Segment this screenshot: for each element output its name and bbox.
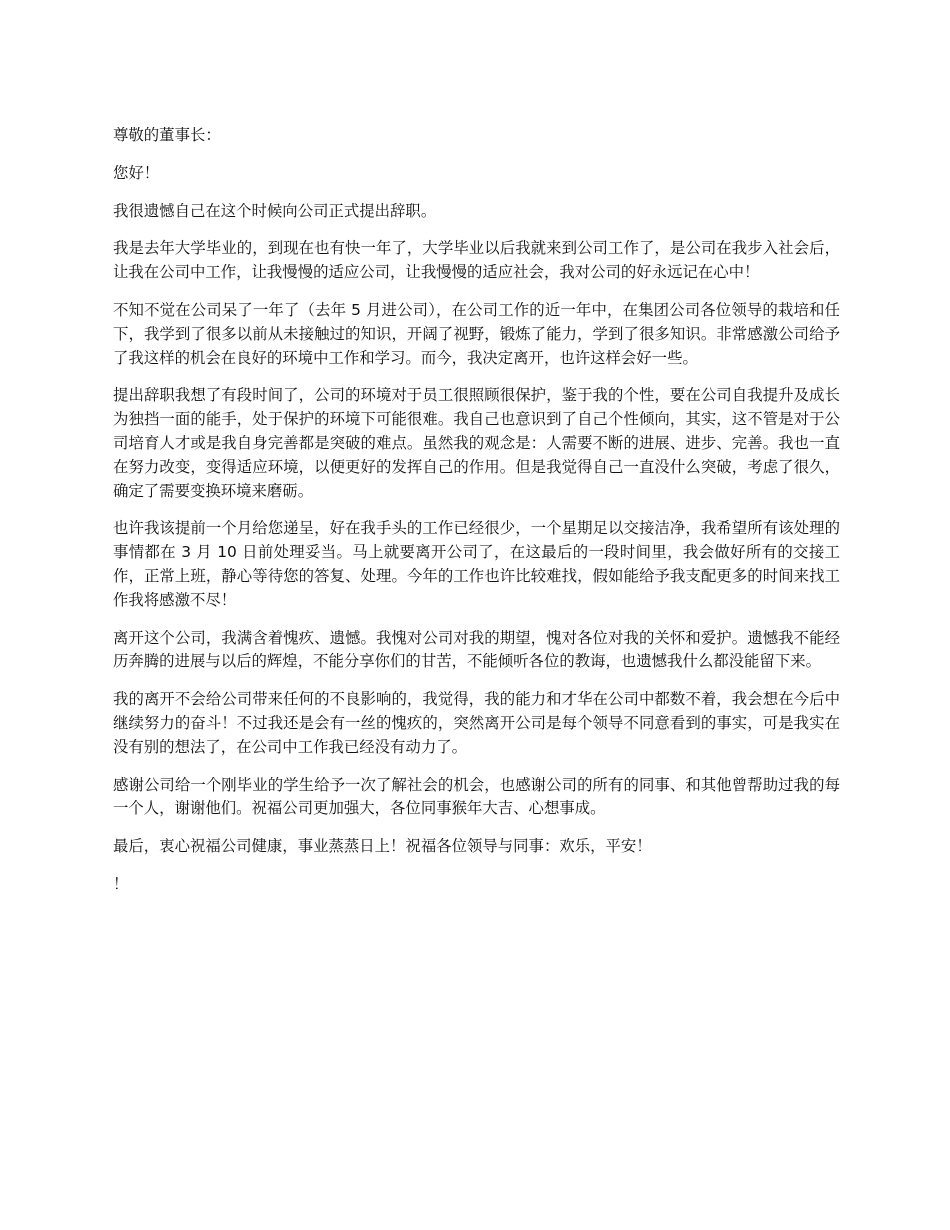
- paragraph-impact: 我的离开不会给公司带来任何的不良影响的，我觉得，我的能力和才华在公司中都数不着，我会想在今后中继续努力的奋斗！不过我还是会有一丝的愧疚的，突然离开公司是每个领导不同意看到的事实，可是我实在没有别的想法了，在公司中工作我已经没有动力了。: [113, 690, 840, 756]
- paragraph-blessing: 最后，衷心祝福公司健康，事业蒸蒸日上！祝福各位领导与同事：欢乐，平安！: [113, 837, 652, 856]
- salutation: 尊敬的董事长：: [113, 126, 221, 144]
- paragraph-reason: 提出辞职我想了有段时间了，公司的环境对于员工很照顾很保护，鉴于我的个性，要在公司自我提升及成长为独挡一面的能手，处于保护的环境下可能很难。我自己也意识到了自己个性倾向，其实，这不管是对于公司培育人才或是我自身完善都是突破的难点。虽然我的观念是：人需要不断的进展、进步、完善。我也一直在努力改变，变得适应环境，以便更好的发挥自己的作用。但是我觉得自己一直没什么突破，考虑了很久，确定了需要变换环境来磨砺。: [113, 386, 840, 500]
- paragraph-opening: 我很遗憾自己在这个时候向公司正式提出辞职。: [113, 201, 437, 220]
- paragraph-background: 我是去年大学毕业的，到现在也有快一年了，大学毕业以后我就来到公司工作了，是公司在我步入社会后，让我在公司中工作，让我慢慢的适应公司，让我慢慢的适应社会，我对公司的好永远记在心中！: [113, 239, 840, 282]
- greeting: 您好！: [113, 163, 160, 182]
- paragraph-regret: 离开这个公司，我满含着愧疚、遗憾。我愧对公司对我的期望，愧对各位对我的关怀和爱护。遗憾我不能经历奔腾的进展与以后的辉煌，不能分享你们的甘苦，不能倾听各位的教诲，也遗憾我什么都没能留下来。: [113, 628, 840, 671]
- paragraph-thanks: 感谢公司给一个刚毕业的学生给予一次了解社会的机会，也感谢公司的所有的同事、和其他曾帮助过我的每一个人，谢谢他们。祝福公司更加强大，各位同事猴年大吉、心想事成。: [113, 775, 840, 818]
- closing-mark: ！: [113, 874, 129, 893]
- paragraph-experience: 不知不觉在公司呆了一年了（去年 5 月进公司），在公司工作的近一年中，在集团公司各位领导的栽培和任下，我学到了很多以前从未接触过的知识，开阔了视野，锻炼了能力，学到了很多知识。非常感激公司给予了我这样的机会在良好的环境中工作和学习。而今，我决定离开，也许这样会好一些。: [113, 300, 840, 367]
- paragraph-handover: 也许我该提前一个月给您递呈，好在我手头的工作已经很少，一个星期足以交接洁净，我希望所有该处理的事情都在 3 月 10 日前处理妥当。马上就要离开公司了，在这最后的一段时间里，我会做好所有的交接工作，正常上班，静心等待您的答复、处理。今年的工作也许比较难找，假如能给予我支配更多的时间来找工作我将感激不尽！: [113, 519, 840, 609]
- letter-document: [113, 124, 840, 911]
